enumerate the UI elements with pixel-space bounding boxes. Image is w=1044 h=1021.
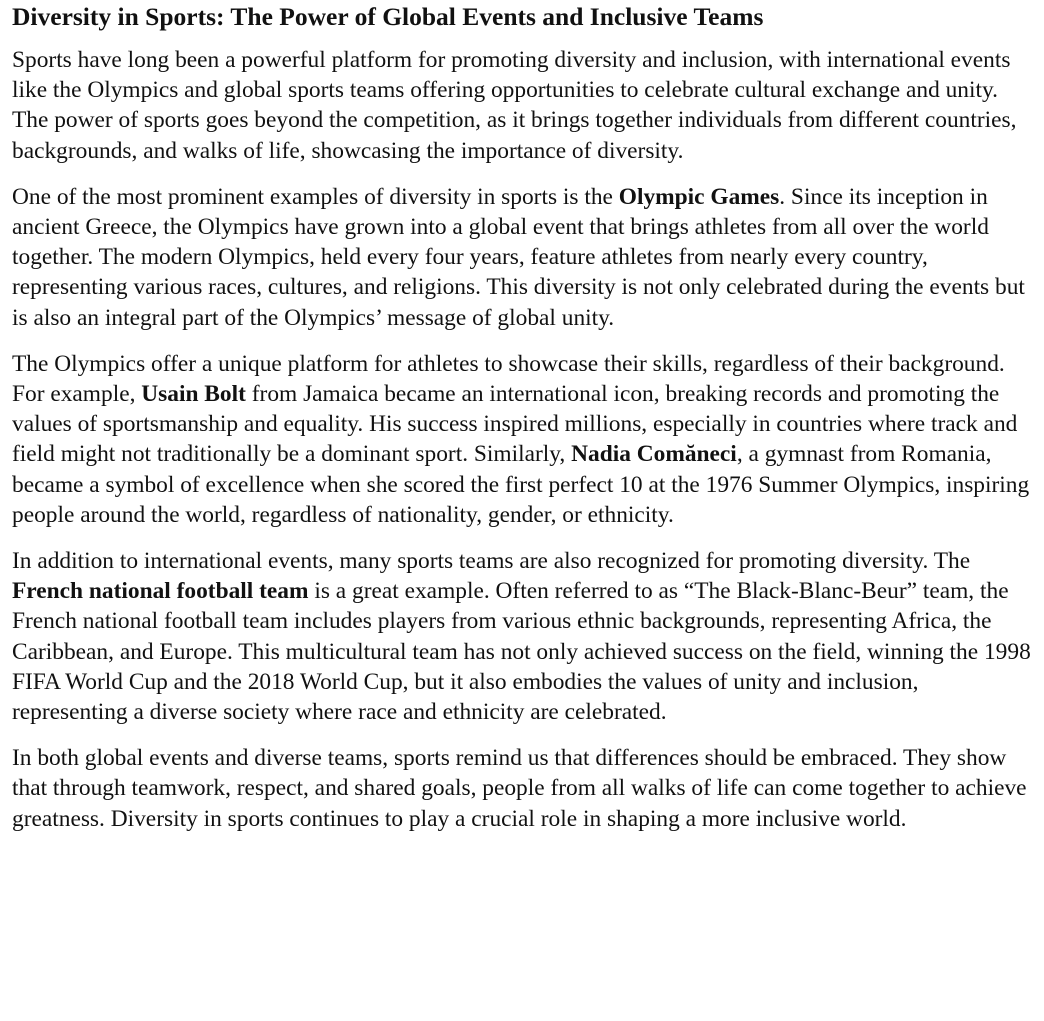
paragraph-teams-text-after: is a great example. Often referred to as “The Black-Blanc-Beur” team, the French national football team includes players from various ethnic backgrounds, representing Africa, the Caribbean, and Europe. This multicultural team has not only achieved success on the field, winning the 1998 FIFA World Cup and the 2018 World Cup, but it also embodies the values of unity and inclusion, representing a diverse society where race and ethnicity are celebrated. bbox=[12, 578, 1031, 726]
paragraph-athletes bbox=[12, 349, 1032, 530]
paragraph-teams-text-before: In addition to international events, many sports teams are also recognized for promoting diversity. The bbox=[12, 548, 971, 575]
highlight-nadia-comaneci: Nadia Comăneci bbox=[571, 441, 737, 468]
paragraph-conclusion bbox=[12, 743, 1032, 834]
paragraph-athletes-text-before: The Olympics offer a unique platform for athletes to showcase their skills, regardless of their background. For example, bbox=[12, 350, 1005, 408]
highlight-french-football-team: French national football team bbox=[12, 578, 309, 605]
paragraph-olympics-text-after: . Since its inception in ancient Greece, the Olympics have grown into a global event that brings athletes from all over the world together. The modern Olympics, held every four years, feature athletes from nearly every country, representing various races, cultures, and religions. This diversity is not only celebrated during the events but is also an integral part of the Olympics’ message of global unity. bbox=[12, 183, 1025, 331]
paragraph-intro-text: Sports have long been a powerful platform for promoting diversity and inclusion, with international events like the Olympics and global sports teams offering opportunities to celebrate cultural exchange and unity. The power of sports goes beyond the competition, as it brings together individuals from different countries, backgrounds, and walks of life, showcasing the importance of diversity. bbox=[12, 47, 1017, 164]
paragraph-athletes-text-after: , a gymnast from Romania, became a symbol of excellence when she scored the first perfect 10 at the 1976 Summer Olympics, inspiring people around the world, regardless of nationality, gender, or ethnicity. bbox=[12, 441, 1030, 528]
document-page bbox=[0, 2, 1044, 834]
highlight-usain-bolt: Usain Bolt bbox=[141, 381, 246, 408]
page-title: Diversity in Sports: The Power of Global Events and Inclusive Teams bbox=[12, 2, 764, 31]
highlight-olympic-games: Olympic Games bbox=[618, 183, 780, 210]
paragraph-athletes-text-middle: from Jamaica became an international icon, breaking records and promoting the values of sportsmanship and equality. His success inspired millions, especially in countries where track and field might not traditionally be a dominant sport. Similarly, bbox=[12, 381, 1018, 468]
paragraph-olympics bbox=[12, 182, 1032, 333]
paragraph-conclusion-text: In both global events and diverse teams, sports remind us that differences should be embraced. They show that through teamwork, respect, and shared goals, people from all walks of life can come together to achieve greatness. Diversity in sports continues to play a crucial role in shaping a more inclusive world. bbox=[12, 745, 1027, 832]
paragraph-intro bbox=[12, 45, 1032, 166]
paragraph-olympics-text-before: One of the most prominent examples of diversity in sports is the bbox=[12, 183, 619, 210]
paragraph-teams bbox=[12, 546, 1032, 727]
